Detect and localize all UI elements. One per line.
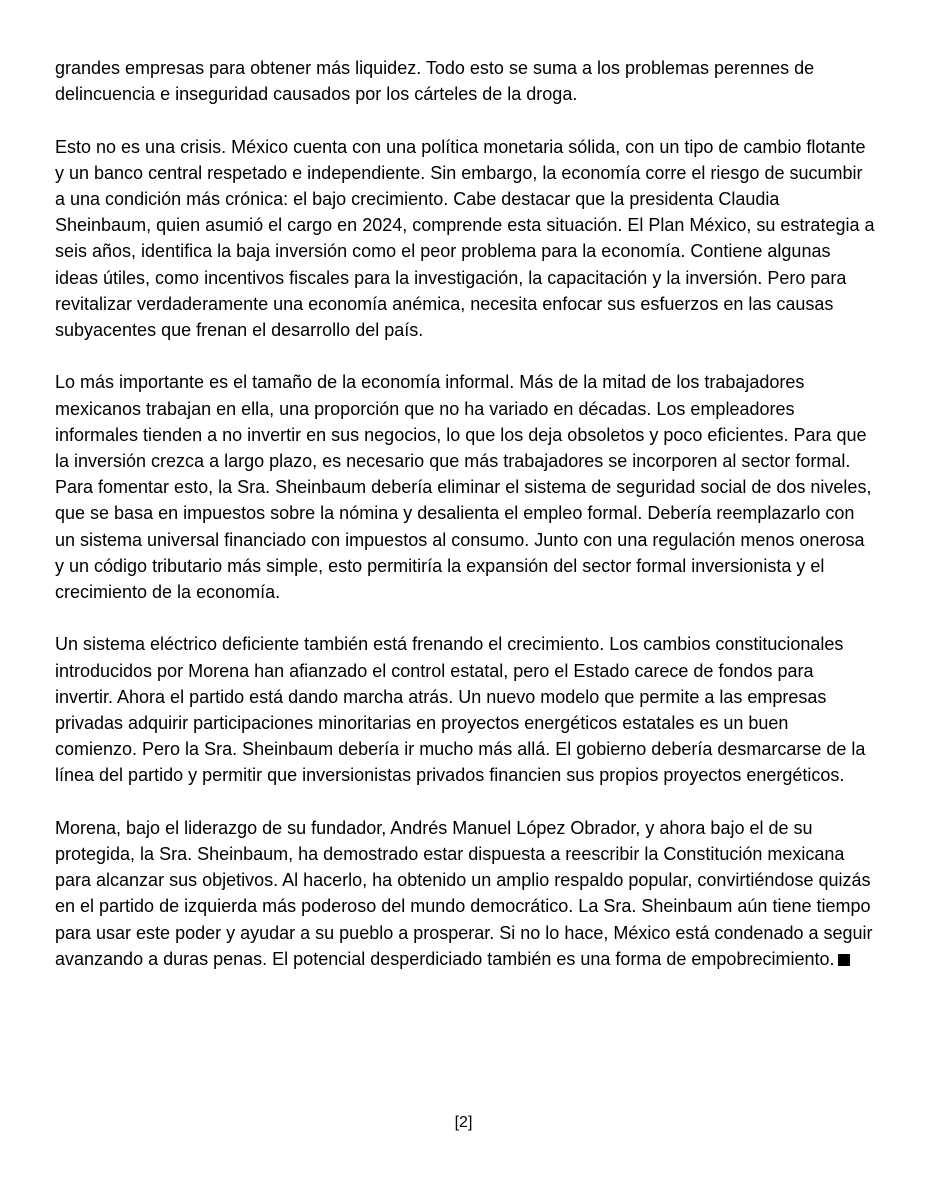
paragraph-final: [55, 815, 875, 972]
paragraph-final-text: Morena, bajo el liderazgo de su fundador, Andrés Manuel López Obrador, y ahora bajo el de su protegida, la Sra. Sheinbaum, ha demostrado estar dispuesta a reescribir la Constitución mexicana para alcanzar sus objetivos. Al hacerlo, ha obtenido un amplio respaldo popular, convirtiéndose quizás en el partido de izquierda más poderoso del mundo democrático. La Sra. Sheinbaum aún tiene tiempo para usar este poder y ayudar a su pueblo a prosperar. Si no lo hace, México está condenado a seguir avanzando a duras penas. El potencial desperdiciado también es una forma de empobrecimiento.: [55, 817, 873, 969]
page-number: [2]: [454, 1114, 473, 1131]
paragraph: Lo más importante es el tamaño de la economía informal. Más de la mitad de los trabajadores mexicanos trabajan en ella, una proporción que no ha variado en décadas. Los empleadores informales tienden a no invertir en sus negocios, lo que los deja obsoletos y poco eficientes. Para que la inversión crezca a largo plazo, es necesario que más trabajadores se incorporen al sector formal. Para fomentar esto, la Sra. Sheinbaum debería eliminar el sistema de seguridad social de dos niveles, que se basa en impuestos sobre la nómina y desalienta el empleo formal. Debería reemplazarlo con un sistema universal financiado con impuestos al consumo. Junto con una regulación menos onerosa y un código tributario más simple, esto permitiría la expansión del sector formal inversionista y el crecimiento de la economía.: [55, 372, 872, 603]
paragraph: Un sistema eléctrico deficiente también está frenando el crecimiento. Los cambios constitucionales introducidos por Morena han afianzado el control estatal, pero el Estado carece de fondos para invertir. Ahora el partido está dando marcha atrás. Un nuevo modelo que permite a las empresas privadas adquirir participaciones minoritarias en proyectos energéticos estatales es un buen comienzo. Pero la Sra. Sheinbaum debería ir mucho más allá. El gobierno debería desmarcarse de la línea del partido y permitir que inversionistas privados financien sus propios proyectos energéticos.: [55, 634, 866, 786]
article-body: [55, 55, 875, 998]
paragraph: Esto no es una crisis. México cuenta con una política monetaria sólida, con un tipo de cambio flotante y un banco central respetado e independiente. Sin embargo, la economía corre el riesgo de sucumbir a una condición más crónica: el bajo crecimiento. Cabe destacar que la presidenta Claudia Sheinbaum, quien asumió el cargo en 2024, comprende esta situación. El Plan México, su estrategia a seis años, identifica la baja inversión como el peor problema para la economía. Contiene algunas ideas útiles, como incentivos fiscales para la investigación, la capacitación y la inversión. Pero para revitalizar verdaderamente una economía anémica, necesita enfocar sus esfuerzos en las causas subyacentes que frenan el desarrollo del país.: [55, 136, 875, 341]
paragraph: grandes empresas para obtener más liquidez. Todo esto se suma a los problemas perennes de delincuencia e inseguridad causados por los cárteles de la droga.: [55, 58, 815, 105]
black-square-icon: [838, 954, 850, 966]
